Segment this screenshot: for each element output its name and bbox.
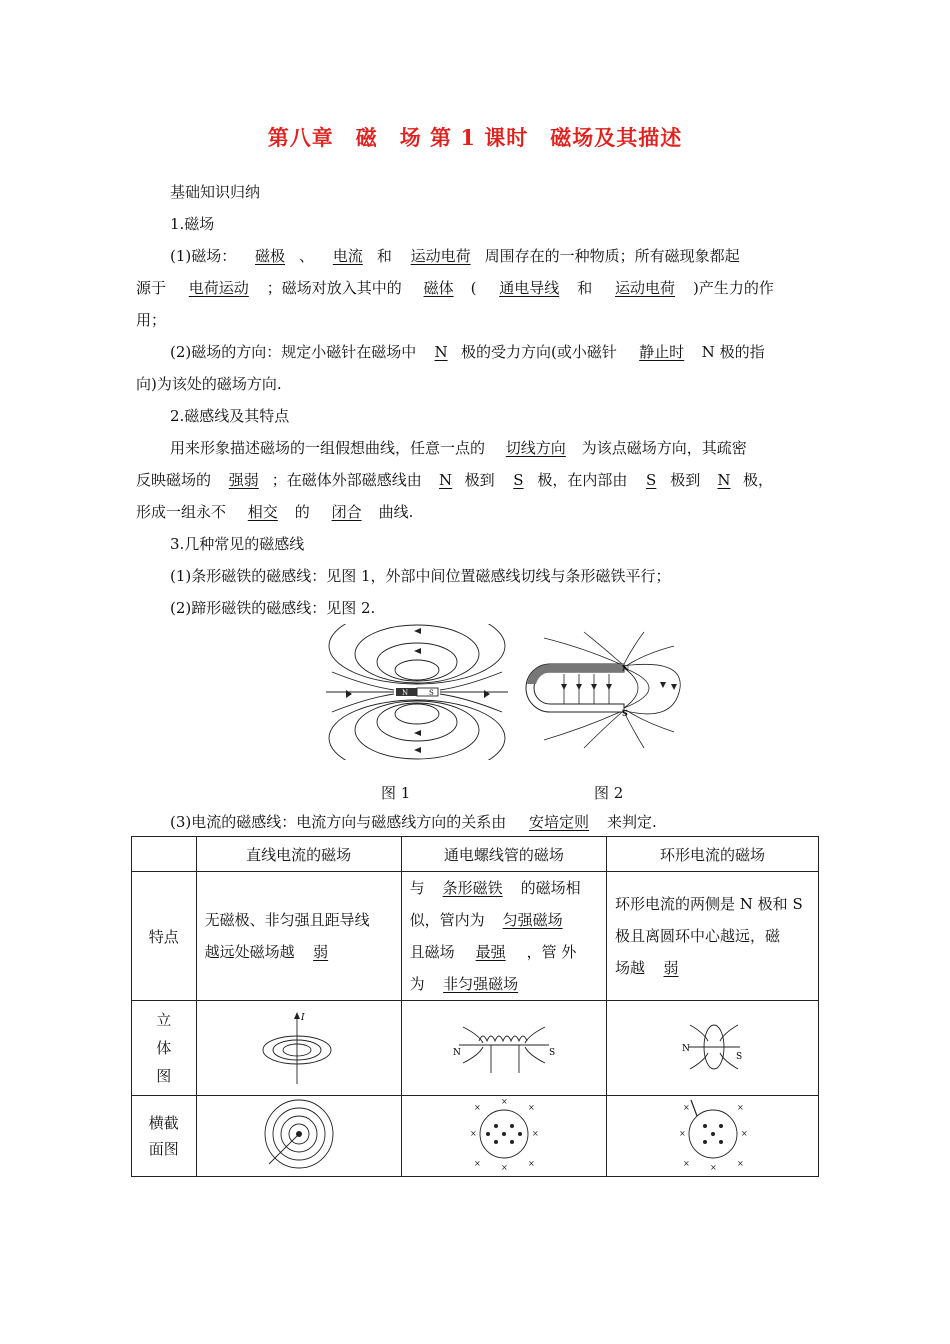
label-n: N [452, 1048, 461, 1058]
svg-text:×: × [531, 1129, 539, 1138]
label-i: I [300, 1013, 305, 1023]
para-5: (2)蹄形磁铁的磁感线：见图 2. [170, 599, 376, 617]
cell-loop-feature [607, 872, 819, 1001]
current-field-table [131, 836, 819, 1177]
para-3-line-1 [170, 438, 820, 458]
blank: 电流 [332, 247, 363, 265]
text: 周围存在的一种物质；所有磁现象都起 [484, 247, 740, 265]
header-straight: 直线电流的磁场 [196, 837, 401, 872]
text: N 极的指 [701, 343, 765, 361]
heading-2: 2.磁感线及其特点 [170, 407, 290, 425]
text: 和 [577, 279, 593, 297]
text: 极且离圆环中心越远，磁 [615, 927, 781, 945]
text: (2)磁场的方向：规定小磁针在磁场中 [170, 343, 417, 361]
svg-text:×: × [469, 1129, 477, 1138]
blank: 条形磁铁 [442, 879, 503, 897]
blank: 匀强磁场 [502, 911, 563, 929]
text: 、 [299, 247, 315, 265]
blank: 运动电荷 [615, 279, 676, 297]
text: 为 [409, 975, 425, 993]
para-1-line-1 [170, 246, 820, 266]
blank: N [439, 471, 453, 489]
heading-3: 3.几种常见的磁感线 [170, 535, 305, 553]
row-label [132, 1096, 197, 1177]
text: 的 [294, 503, 310, 521]
current-loop-cross-section-icon [675, 1096, 751, 1172]
svg-text:×: × [527, 1159, 535, 1168]
blank: 安培定则 [529, 813, 590, 831]
text: 体 [156, 1039, 172, 1057]
svg-text:×: × [678, 1129, 686, 1138]
row-label [132, 1001, 197, 1096]
para-6 [170, 812, 820, 832]
cell-solenoid-feature [401, 872, 606, 1001]
svg-text:×: × [500, 1097, 508, 1106]
text: (1)磁场： [170, 247, 237, 265]
cell-straight-3d [196, 1001, 401, 1096]
fig2-caption: 图 2 [594, 784, 624, 802]
table-row [132, 1001, 819, 1096]
text: ；在磁体外部磁感线由 [271, 471, 422, 489]
header-loop: 环形电流的磁场 [607, 837, 819, 872]
svg-text:×: × [527, 1103, 535, 1112]
text: ，管 外 [526, 943, 577, 961]
para-3-line-2 [136, 470, 826, 490]
blank: 最强 [475, 943, 506, 961]
text: 用来形象描述磁场的一组假想曲线，任意一点的 [170, 439, 486, 457]
blank: 磁极 [255, 247, 286, 265]
bar-magnet-field-figure [322, 624, 512, 760]
blank: 通电导线 [499, 279, 560, 297]
text-line [615, 952, 810, 984]
text: 为该点磁场方向，其疏密 [581, 439, 747, 457]
row-label: 特点 [132, 872, 197, 1001]
para-1-line-3: 用； [136, 311, 167, 329]
text: 图 [156, 1067, 172, 1085]
text: 场越 [615, 959, 646, 977]
blank: 切线方向 [505, 439, 566, 457]
text: 面图 [148, 1140, 179, 1158]
blank: 磁体 [423, 279, 454, 297]
para-2-line-1 [170, 342, 820, 362]
svg-text:×: × [473, 1103, 481, 1112]
text: ；磁场对放入其中的 [266, 279, 402, 297]
straight-current-cross-section-icon [261, 1096, 337, 1172]
text: 且磁场 [409, 943, 455, 961]
blank: S [513, 471, 524, 489]
text: 极到 [464, 471, 495, 489]
text: )产生力的作 [693, 279, 774, 297]
text: 极， [742, 471, 773, 489]
blank: 闭合 [331, 503, 362, 521]
table-row [132, 872, 819, 1001]
corner-cell [132, 837, 197, 872]
blank: 强弱 [228, 471, 259, 489]
table-row [132, 1096, 819, 1177]
svg-text:×: × [740, 1129, 748, 1138]
solenoid-cross-section-icon [466, 1096, 542, 1172]
fig1-caption: 图 1 [381, 784, 411, 802]
cell-loop-3d [607, 1001, 819, 1096]
label-n: N [622, 663, 630, 673]
header-solenoid: 通电螺线管的磁场 [401, 837, 606, 872]
text: 与 [409, 879, 425, 897]
para-3-line-3 [136, 502, 826, 522]
text: 的磁场相 [520, 879, 581, 897]
blank: 运动电荷 [410, 247, 471, 265]
blank: N [434, 343, 448, 361]
solenoid-3d-icon [449, 1011, 559, 1081]
blank: 非匀强磁场 [443, 975, 519, 993]
text: 环形电流的两侧是 N 极和 S [615, 895, 803, 913]
blank: 静止时 [639, 343, 685, 361]
text: 无磁极、非匀强且距导线 [204, 911, 370, 929]
svg-text:×: × [736, 1103, 744, 1112]
svg-text:×: × [682, 1103, 690, 1112]
blank: 相交 [247, 503, 278, 521]
label-s: S [429, 689, 434, 697]
table-header-row [132, 837, 819, 872]
cell-straight-feature [196, 872, 401, 1001]
blank: N [717, 471, 731, 489]
text-line [410, 872, 598, 904]
label-s: S [735, 1052, 742, 1062]
label-n: N [402, 689, 409, 697]
page-title: 第八章 磁 场 第 1 课时 磁场及其描述 [267, 125, 683, 150]
para-4: (1)条形磁铁的磁感线：见图 1，外部中间位置磁感线切线与条形磁铁平行； [170, 567, 671, 585]
cell-solenoid-cross [401, 1096, 606, 1177]
text: 曲线. [378, 503, 414, 521]
text: 来判定. [607, 813, 657, 831]
para-1-line-2 [136, 278, 826, 298]
label-s: S [622, 708, 628, 718]
text-line [205, 936, 393, 968]
blank: 电荷运动 [188, 279, 249, 297]
text: 源于 [136, 279, 167, 297]
straight-current-3d-icon [259, 1006, 339, 1086]
svg-text:×: × [709, 1163, 717, 1172]
label-s: S [548, 1048, 555, 1058]
text: 反映磁场的 [136, 471, 212, 489]
text: 似，管内为 [409, 911, 485, 929]
text: 横截 [148, 1114, 179, 1132]
text: 极的受力方向(或小磁针 [461, 343, 617, 361]
current-loop-3d-icon [678, 1011, 748, 1081]
text: ( [470, 279, 477, 297]
text: 极到 [670, 471, 701, 489]
cell-straight-cross [196, 1096, 401, 1177]
heading-1: 1.磁场 [170, 215, 215, 233]
svg-text:×: × [682, 1159, 690, 1168]
text-line [410, 968, 598, 1000]
cell-solenoid-3d [401, 1001, 606, 1096]
blank: 弱 [313, 943, 329, 961]
text-line [410, 936, 598, 968]
text: 越远处磁场越 [204, 943, 295, 961]
text: 形成一组永不 [136, 503, 227, 521]
text: 和 [376, 247, 392, 265]
horseshoe-magnet-field-figure [524, 628, 682, 752]
section-head: 基础知识归纳 [170, 183, 261, 201]
text: 极，在内部由 [537, 471, 628, 489]
text-line [410, 904, 598, 936]
blank: 弱 [663, 959, 679, 977]
svg-text:×: × [500, 1163, 508, 1172]
svg-text:×: × [473, 1159, 481, 1168]
para-2-line-2: 向)为该处的磁场方向. [136, 375, 282, 393]
svg-text:×: × [736, 1159, 744, 1168]
text: 立 [156, 1011, 172, 1029]
cell-loop-cross [607, 1096, 819, 1177]
text: (3)电流的磁感线：电流方向与磁感线方向的关系由 [170, 813, 507, 831]
label-n: N [681, 1044, 690, 1054]
blank: S [646, 471, 657, 489]
